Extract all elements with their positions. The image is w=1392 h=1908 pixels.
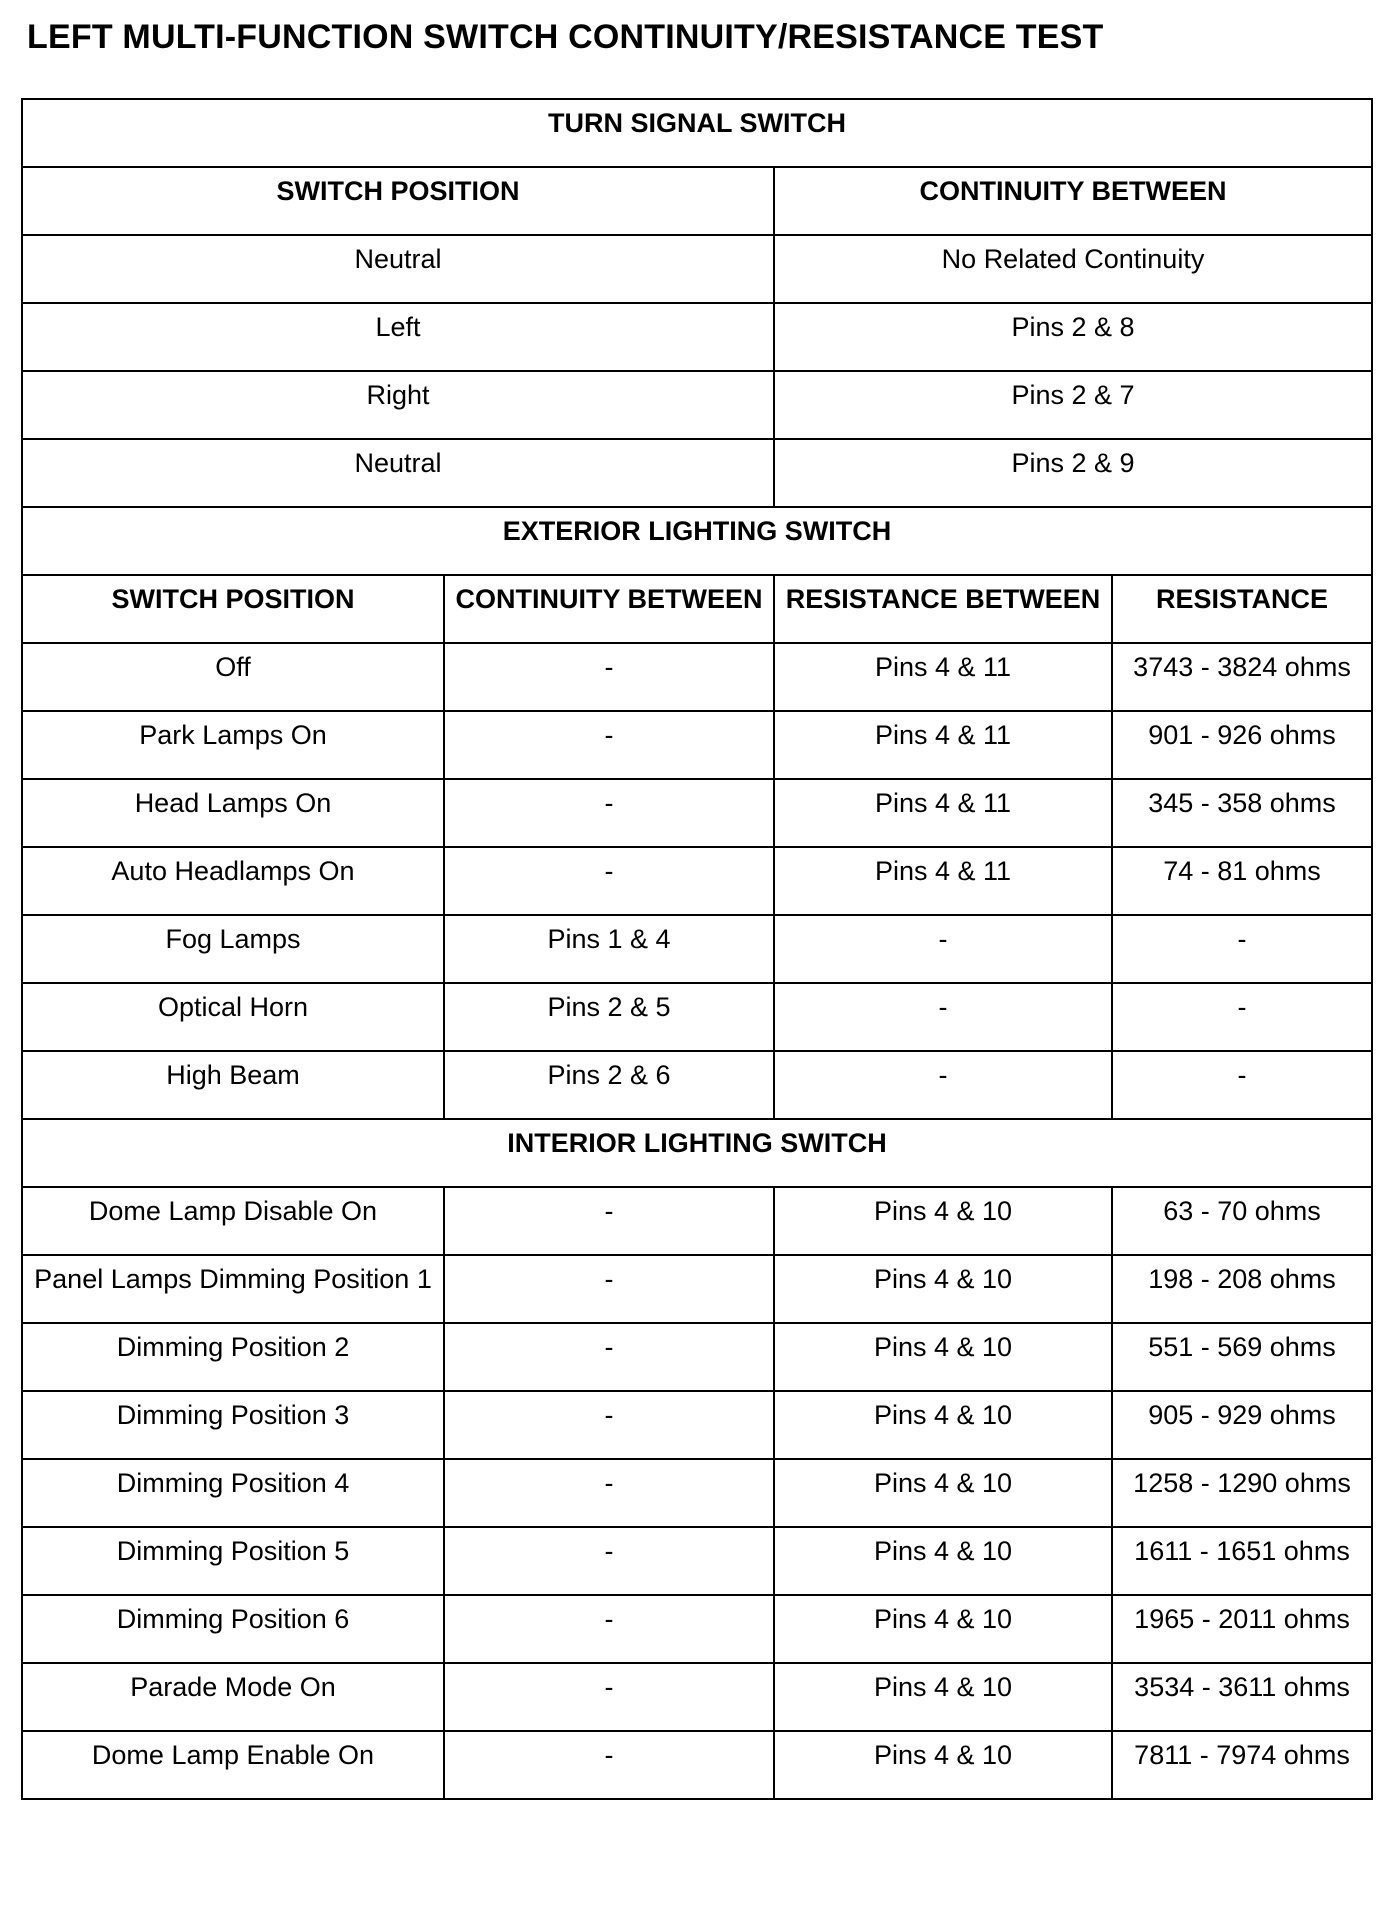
resistance-between-cell: -: [774, 915, 1112, 983]
table-row: [22, 915, 1372, 983]
section-title-turn-signal: TURN SIGNAL SWITCH: [22, 99, 1372, 167]
resistance-between-cell: Pins 4 & 10: [774, 1187, 1112, 1255]
continuity-cell: Pins 1 & 4: [444, 915, 774, 983]
continuity-cell: -: [444, 711, 774, 779]
continuity-cell: -: [444, 1527, 774, 1595]
section-row-exterior-lighting: [22, 507, 1372, 575]
table-row: [22, 1051, 1372, 1119]
switch-position-cell: Auto Headlamps On: [22, 847, 444, 915]
header-row-turn-signal: [22, 167, 1372, 235]
resistance-between-cell: Pins 4 & 10: [774, 1323, 1112, 1391]
resistance-cell: -: [1112, 915, 1372, 983]
column-header-continuity-between: CONTINUITY BETWEEN: [444, 575, 774, 643]
table-row: [22, 235, 1372, 303]
resistance-between-cell: Pins 4 & 10: [774, 1663, 1112, 1731]
resistance-between-cell: Pins 4 & 11: [774, 711, 1112, 779]
switch-position-cell: Dimming Position 2: [22, 1323, 444, 1391]
switch-position-cell: Panel Lamps Dimming Position 1: [22, 1255, 444, 1323]
resistance-cell: 7811 - 7974 ohms: [1112, 1731, 1372, 1799]
table-row: [22, 1187, 1372, 1255]
table-row: [22, 1595, 1372, 1663]
resistance-cell: 198 - 208 ohms: [1112, 1255, 1372, 1323]
switch-position-cell: Dimming Position 6: [22, 1595, 444, 1663]
switch-position-cell: Neutral: [22, 439, 774, 507]
column-header-resistance: RESISTANCE: [1112, 575, 1372, 643]
switch-position-cell: Off: [22, 643, 444, 711]
switch-position-cell: High Beam: [22, 1051, 444, 1119]
page-title: LEFT MULTI-FUNCTION SWITCH CONTINUITY/RESISTANCE TEST: [27, 18, 1104, 56]
section-row-interior-lighting: [22, 1119, 1372, 1187]
table-row: [22, 1527, 1372, 1595]
resistance-cell: 551 - 569 ohms: [1112, 1323, 1372, 1391]
table-row: [22, 643, 1372, 711]
switch-position-cell: Dimming Position 4: [22, 1459, 444, 1527]
table-row: [22, 711, 1372, 779]
resistance-cell: 1965 - 2011 ohms: [1112, 1595, 1372, 1663]
section-title-interior-lighting: INTERIOR LIGHTING SWITCH: [22, 1119, 1372, 1187]
continuity-cell: No Related Continuity: [774, 235, 1372, 303]
resistance-between-cell: Pins 4 & 11: [774, 847, 1112, 915]
resistance-cell: 3534 - 3611 ohms: [1112, 1663, 1372, 1731]
switch-position-cell: Dimming Position 3: [22, 1391, 444, 1459]
continuity-cell: -: [444, 1391, 774, 1459]
continuity-cell: -: [444, 1459, 774, 1527]
switch-position-cell: Dimming Position 5: [22, 1527, 444, 1595]
switch-test-table: [21, 98, 1373, 1800]
switch-position-cell: Parade Mode On: [22, 1663, 444, 1731]
switch-position-cell: Right: [22, 371, 774, 439]
table-row: [22, 303, 1372, 371]
resistance-between-cell: Pins 4 & 10: [774, 1595, 1112, 1663]
continuity-cell: -: [444, 847, 774, 915]
section-row-turn-signal: [22, 99, 1372, 167]
header-row-exterior-lighting: [22, 575, 1372, 643]
continuity-cell: -: [444, 1255, 774, 1323]
resistance-cell: 1611 - 1651 ohms: [1112, 1527, 1372, 1595]
table-row: [22, 1255, 1372, 1323]
continuity-cell: -: [444, 1187, 774, 1255]
column-header-continuity-between: CONTINUITY BETWEEN: [774, 167, 1372, 235]
switch-position-cell: Fog Lamps: [22, 915, 444, 983]
table-row: [22, 1391, 1372, 1459]
continuity-cell: Pins 2 & 7: [774, 371, 1372, 439]
table-row: [22, 779, 1372, 847]
resistance-cell: 901 - 926 ohms: [1112, 711, 1372, 779]
table-row: [22, 1459, 1372, 1527]
resistance-between-cell: -: [774, 983, 1112, 1051]
resistance-cell: 3743 - 3824 ohms: [1112, 643, 1372, 711]
continuity-cell: -: [444, 1323, 774, 1391]
resistance-between-cell: Pins 4 & 11: [774, 779, 1112, 847]
table-row: [22, 439, 1372, 507]
resistance-cell: -: [1112, 983, 1372, 1051]
switch-position-cell: Left: [22, 303, 774, 371]
continuity-cell: Pins 2 & 5: [444, 983, 774, 1051]
table-row: [22, 371, 1372, 439]
resistance-cell: -: [1112, 1051, 1372, 1119]
continuity-cell: Pins 2 & 9: [774, 439, 1372, 507]
continuity-cell: -: [444, 1595, 774, 1663]
resistance-between-cell: Pins 4 & 10: [774, 1459, 1112, 1527]
table-row: [22, 1663, 1372, 1731]
resistance-between-cell: Pins 4 & 10: [774, 1731, 1112, 1799]
resistance-cell: 63 - 70 ohms: [1112, 1187, 1372, 1255]
table-row: [22, 847, 1372, 915]
resistance-between-cell: Pins 4 & 10: [774, 1527, 1112, 1595]
table-row: [22, 983, 1372, 1051]
switch-position-cell: Dome Lamp Disable On: [22, 1187, 444, 1255]
switch-position-cell: Head Lamps On: [22, 779, 444, 847]
section-title-exterior-lighting: EXTERIOR LIGHTING SWITCH: [22, 507, 1372, 575]
column-header-switch-position: SWITCH POSITION: [22, 575, 444, 643]
continuity-cell: -: [444, 1663, 774, 1731]
resistance-cell: 345 - 358 ohms: [1112, 779, 1372, 847]
column-header-resistance-between: RESISTANCE BETWEEN: [774, 575, 1112, 643]
resistance-cell: 74 - 81 ohms: [1112, 847, 1372, 915]
column-header-switch-position: SWITCH POSITION: [22, 167, 774, 235]
switch-position-cell: Neutral: [22, 235, 774, 303]
table-row: [22, 1323, 1372, 1391]
resistance-between-cell: Pins 4 & 10: [774, 1255, 1112, 1323]
continuity-cell: -: [444, 779, 774, 847]
continuity-cell: -: [444, 1731, 774, 1799]
resistance-cell: 905 - 929 ohms: [1112, 1391, 1372, 1459]
switch-position-cell: Dome Lamp Enable On: [22, 1731, 444, 1799]
resistance-between-cell: Pins 4 & 10: [774, 1391, 1112, 1459]
continuity-cell: Pins 2 & 8: [774, 303, 1372, 371]
continuity-cell: Pins 2 & 6: [444, 1051, 774, 1119]
resistance-cell: 1258 - 1290 ohms: [1112, 1459, 1372, 1527]
continuity-cell: -: [444, 643, 774, 711]
switch-position-cell: Park Lamps On: [22, 711, 444, 779]
table-row: [22, 1731, 1372, 1799]
switch-position-cell: Optical Horn: [22, 983, 444, 1051]
resistance-between-cell: Pins 4 & 11: [774, 643, 1112, 711]
resistance-between-cell: -: [774, 1051, 1112, 1119]
